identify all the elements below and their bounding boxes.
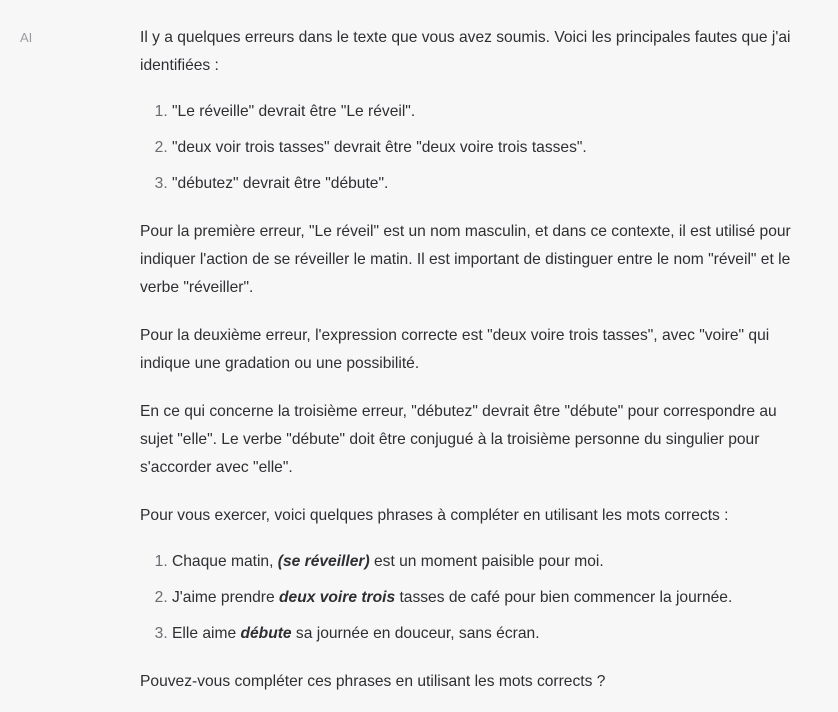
exercise-item [172,548,800,576]
exercise-text: est un moment paisible pour moi. [369,553,604,570]
exercise-item [172,584,800,612]
exercise-item [172,620,800,648]
exercise-emphasis: (se réveiller) [277,553,370,570]
exercise-text: sa journée en douceur, sans écran. [291,625,540,642]
exercise-text: Elle aime [172,625,241,642]
exercise-intro: Pour vous exercer, voici quelques phrases à compléter en utilisant les mots corrects : [140,507,729,524]
errors-list [140,98,800,198]
explanation-paragraph-2: Pour la deuxième erreur, l'expression correcte est "deux voire trois tasses", avec "voire" qui indique une gradation ou une possibilité. [140,327,770,372]
sender-label: AI [20,30,33,45]
exercises-list [140,548,800,648]
error-item: 1. "Le réveille" devrait être "Le réveil". [172,98,800,126]
exercise-emphasis: débute [240,625,292,642]
explanation-paragraph-3: En ce qui concerne la troisième erreur, "débutez" devrait être "débute" pour correspondre au sujet "elle". Le verbe "débute" doit être conjugué à la troisième personne du singulier pour s'accorder avec "elle". [140,403,777,476]
message-content [140,24,800,712]
exercise-emphasis: deux voire trois [279,589,396,606]
closing-paragraph: Pouvez-vous compléter ces phrases en utilisant les mots corrects ? [140,673,606,690]
explanation-paragraph-1: Pour la première erreur, "Le réveil" est un nom masculin, et dans ce contexte, il est utilisé pour indiquer l'action de se réveiller le matin. Il est important de distinguer entre le nom "réveil" et le verbe "réveiller". [140,223,791,296]
intro-paragraph: Il y a quelques erreurs dans le texte que vous avez soumis. Voici les principales fautes que j'ai identifiées : [140,29,791,74]
error-item: 3. "débutez" devrait être "débute". [172,170,800,198]
exercise-text: J'aime prendre [172,589,279,606]
exercise-text: Chaque matin, [172,553,278,570]
exercise-text: tasses de café pour bien commencer la journée. [395,589,733,606]
error-item: 2. "deux voir trois tasses" devrait être "deux voire trois tasses". [172,134,800,162]
